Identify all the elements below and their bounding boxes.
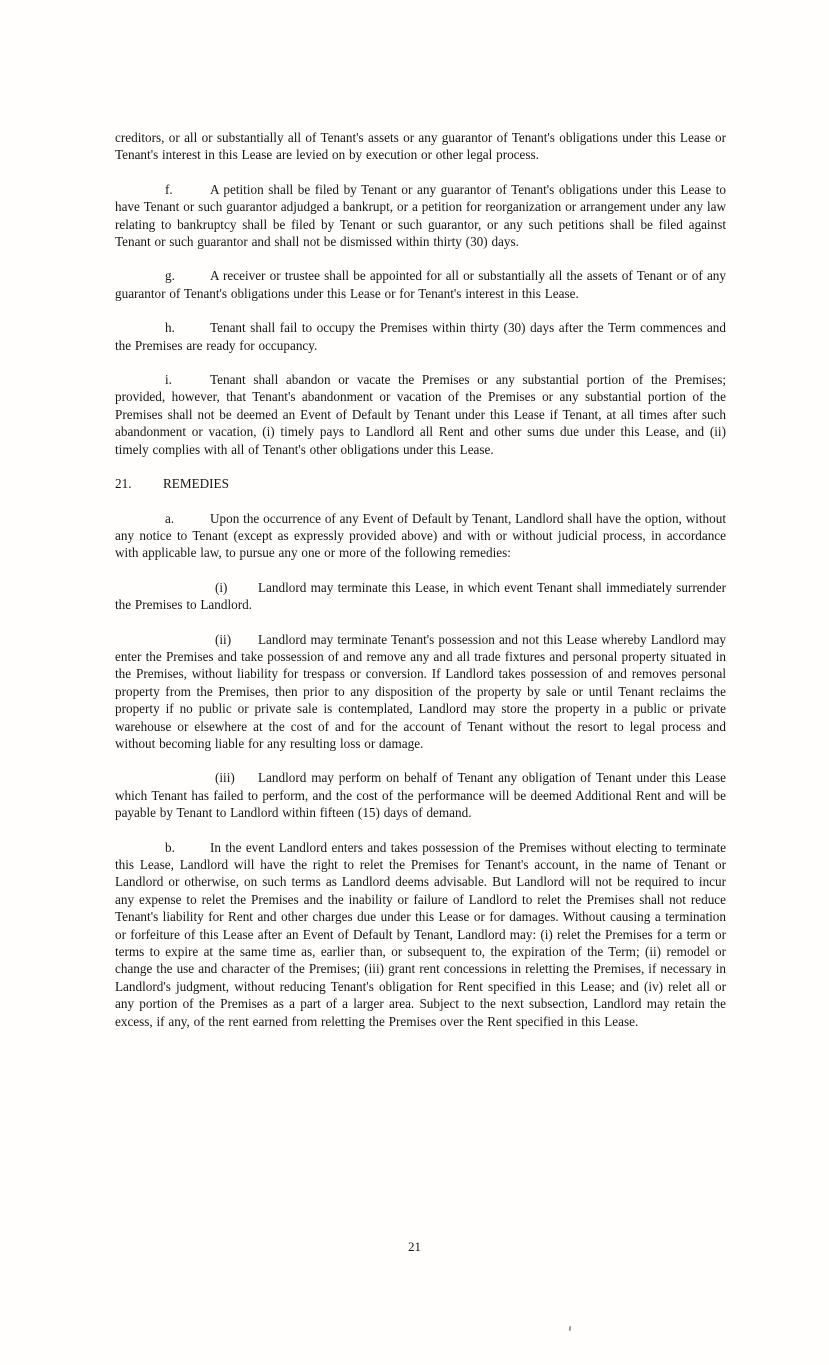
paragraph-text: creditors, or all or substantially all of Tenant's assets or any guarantor of Tenant's obligations under this Lease or Tenant's interest in this Lease are levied on by execution or other legal process.	[115, 130, 726, 163]
item-label-b: b.	[165, 839, 175, 855]
paragraph-continuation	[115, 129, 726, 164]
paragraph-item-b	[115, 839, 726, 1030]
item-label-roman-iii: (iii)	[215, 770, 235, 786]
document-body	[115, 129, 726, 1047]
paragraph-text: Landlord may terminate Tenant's possession and not this Lease whereby Landlord may enter the Premises and take possession of and remove any and all trade fixtures and personal property situated in the Premises, without liability for trespass or conversion. If Landlord takes possession of and removes personal property from the Premises, then prior to any disposition of the property by sale or until Tenant reclaims the property if no public or private sale is contemplated, Landlord may store the property in a public or private warehouse or elsewhere at the cost of and for the account of Tenant without the resort to legal process and without becoming liable for any resulting loss or damage.	[115, 631, 726, 751]
paragraph-item-i	[115, 371, 726, 458]
paragraph-item-h	[115, 319, 726, 354]
scan-artifact-mark	[569, 1326, 572, 1331]
paragraph-item-f	[115, 181, 726, 251]
paragraph-item-roman-iii	[115, 769, 726, 821]
paragraph-text: Upon the occurrence of any Event of Default by Tenant, Landlord shall have the option, without any notice to Tenant (except as expressly provided above) and with or without judicial process, in accordance with applicable law, to pursue any one or more of the following remedies:	[115, 510, 726, 561]
item-label-a: a.	[165, 510, 175, 526]
paragraph-text: A receiver or trustee shall be appointed for all or substantially all the assets of Tenant or of any guarantor of Tenant's obligations under this Lease or for Tenant's interest in this Lease.	[115, 268, 726, 301]
paragraph-item-roman-ii	[115, 631, 726, 753]
section-heading-remedies	[115, 475, 726, 492]
item-label-roman-i: (i)	[215, 579, 228, 595]
section-title: REMEDIES	[163, 476, 229, 492]
item-label-roman-ii: (ii)	[215, 631, 232, 647]
item-label-g: g.	[165, 268, 175, 284]
page-number: 21	[408, 1239, 421, 1254]
section-number: 21.	[115, 476, 132, 492]
paragraph-item-g	[115, 267, 726, 302]
item-label-i: i.	[165, 372, 172, 388]
item-label-h: h.	[165, 320, 175, 336]
paragraph-text: In the event Landlord enters and takes possession of the Premises without electing to terminate this Lease, Landlord will have the right to relet the Premises for Tenant's account, in the name of Tenant or Landlord or otherwise, on such terms as Landlord deems advisable. But Landlord will not be required to incur any expense to relet the Premises and the inability or failure of Landlord to relet the Premises shall not reduce Tenant's liability for Rent and other charges due under this Lease or for damages. Without causing a termination or forfeiture of this Lease after an Event of Default by Tenant, Landlord may: (i) relet the Premises for a term or terms to expire at the same time as, earlier than, or subsequent to, the expiration of the Term; (ii) remodel or change the use and character of the Premises; (iii) grant rent concessions in reletting the Premises, if necessary in Landlord's judgment, without reducing Tenant's obligation for Rent specified in this Lease; and (iv) relet all or any portion of the Premises as a part of a larger area. Subject to the next subsection, Landlord may retain the excess, if any, of the rent earned from reletting the Premises over the Rent specified in this Lease.	[115, 839, 726, 1029]
paragraph-text: Tenant shall abandon or vacate the Premises or any substantial portion of the Premises; provided, however, that Tenant's abandonment or vacation of the Premises or any substantial portion of the Premises shall not be deemed an Event of Default by Tenant under this Lease if Tenant, at all times after such abandonment or vacation, (i) timely pays to Landlord all Rent and other sums due under this Lease, and (ii) timely complies with all of Tenant's other obligations under this Lease.	[115, 372, 726, 457]
paragraph-item-a	[115, 510, 726, 562]
paragraph-text: Landlord may perform on behalf of Tenant any obligation of Tenant under this Lease which Tenant has failed to perform, and the cost of the performance will be deemed Additional Rent and will be payable by Tenant to Landlord within fifteen (15) days of demand.	[115, 770, 726, 821]
item-label-f: f.	[165, 181, 173, 197]
paragraph-text: Tenant shall fail to occupy the Premises within thirty (30) days after the Term commences and the Premises are ready for occupancy.	[115, 320, 726, 353]
paragraph-text: Landlord may terminate this Lease, in which event Tenant shall immediately surrender the Premises to Landlord.	[115, 579, 726, 613]
paragraph-item-roman-i	[115, 579, 726, 614]
paragraph-text: A petition shall be filed by Tenant or any guarantor of Tenant's obligations under this Lease to have Tenant or such guarantor adjudged a bankrupt, or a petition for reorganization or arrangement under any law relating to bankruptcy shall be filed by Tenant or such guarantor, or any such petitions shall be filed against Tenant or such guarantor and shall not be dismissed within thirty (30) days.	[115, 181, 726, 250]
